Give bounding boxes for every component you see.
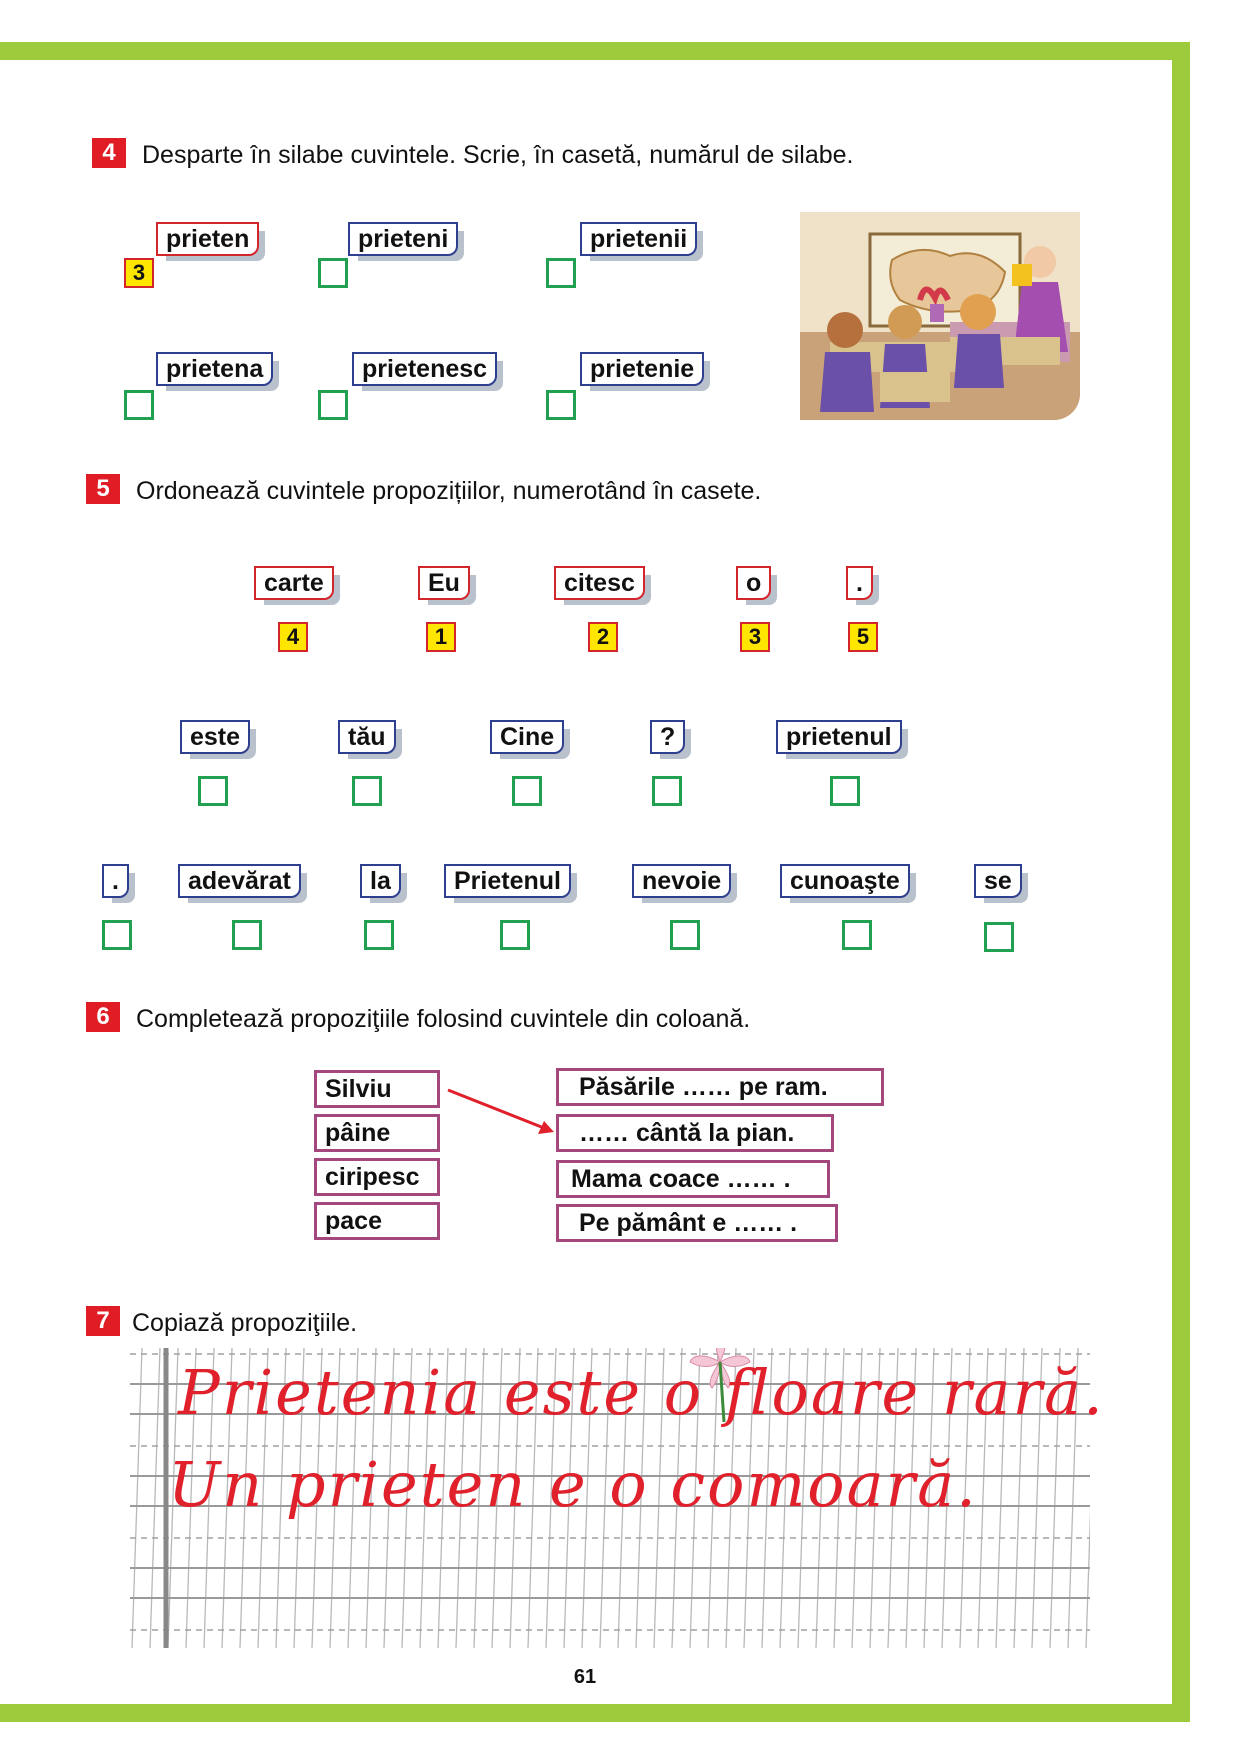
sentence-box[interactable]: Păsările …… pe ram.	[556, 1068, 884, 1106]
order-box[interactable]: 3	[740, 622, 770, 652]
handwriting-area	[130, 1348, 1105, 1648]
syllable-box[interactable]	[124, 390, 154, 420]
word-column-item[interactable]: ciripesc	[314, 1158, 440, 1196]
handwriting-sentence-1: Prietenia este o floare rară.	[178, 1356, 1105, 1429]
exercise-4-badge: 4	[92, 138, 126, 168]
exercise-5-instruction: Ordonează cuvintele propozițiilor, numerotând în casete.	[136, 477, 762, 505]
exercise-6-badge: 6	[86, 1002, 120, 1032]
connecting-arrow	[440, 1080, 560, 1140]
word-tag: adevărat	[178, 864, 301, 898]
word-tag: nevoie	[632, 864, 731, 898]
page-number: 61	[573, 1666, 597, 1688]
word-tag: la	[360, 864, 401, 898]
sentence-box[interactable]: …… cântă la pian.	[556, 1114, 834, 1152]
order-box[interactable]	[512, 776, 542, 806]
word-tag: ?	[650, 720, 685, 754]
page-border-top	[0, 42, 1190, 60]
word-tag: prietenul	[776, 720, 902, 754]
order-box[interactable]: 1	[426, 622, 456, 652]
order-box[interactable]	[352, 776, 382, 806]
word-tag: Cine	[490, 720, 564, 754]
word-tag: prietena	[156, 352, 273, 386]
exercise-4-instruction: Desparte în silabe cuvintele. Scrie, în casetă, numărul de silabe.	[142, 141, 854, 169]
order-box[interactable]	[842, 920, 872, 950]
word-column-item[interactable]: pâine	[314, 1114, 440, 1152]
classroom-illustration	[800, 212, 1080, 420]
word-tag: Prietenul	[444, 864, 571, 898]
syllable-box[interactable]: 3	[124, 258, 154, 288]
syllable-box[interactable]	[318, 390, 348, 420]
word-tag: prietenesc	[352, 352, 497, 386]
order-box[interactable]	[500, 920, 530, 950]
syllable-box[interactable]	[546, 390, 576, 420]
word-tag: este	[180, 720, 250, 754]
word-tag: citesc	[554, 566, 645, 600]
order-box[interactable]: 2	[588, 622, 618, 652]
exercise-5-badge: 5	[86, 474, 120, 504]
word-tag: prieteni	[348, 222, 458, 256]
order-box[interactable]	[364, 920, 394, 950]
syllable-box[interactable]	[546, 258, 576, 288]
exercise-7-instruction: Copiază propoziţiile.	[132, 1309, 358, 1337]
order-box[interactable]	[232, 920, 262, 950]
order-box[interactable]	[102, 920, 132, 950]
sentence-box[interactable]: Mama coace …… .	[556, 1160, 830, 1198]
order-box[interactable]: 5	[848, 622, 878, 652]
word-tag: Eu	[418, 566, 470, 600]
order-box[interactable]	[830, 776, 860, 806]
order-box[interactable]	[652, 776, 682, 806]
page-border-bottom	[0, 1704, 1190, 1722]
word-tag: prietenie	[580, 352, 704, 386]
order-box[interactable]: 4	[278, 622, 308, 652]
word-tag: carte	[254, 566, 334, 600]
word-tag: se	[974, 864, 1022, 898]
word-tag: cunoaşte	[780, 864, 910, 898]
word-tag: .	[102, 864, 129, 898]
word-tag: prieten	[156, 222, 259, 256]
exercise-7-badge: 7	[86, 1306, 120, 1336]
exercise-6-instruction: Completează propoziţiile folosind cuvintele din coloană.	[136, 1005, 751, 1033]
word-tag: .	[846, 566, 873, 600]
word-column-item[interactable]: pace	[314, 1202, 440, 1240]
sentence-box[interactable]: Pe pământ e …… .	[556, 1204, 838, 1242]
order-box[interactable]	[670, 920, 700, 950]
order-box[interactable]	[984, 922, 1014, 952]
handwriting-sentence-2: Un prieten e o comoară.	[168, 1448, 978, 1521]
page-border-right	[1172, 42, 1190, 1722]
syllable-box[interactable]	[318, 258, 348, 288]
word-tag: o	[736, 566, 771, 600]
word-tag: prietenii	[580, 222, 697, 256]
word-column-item[interactable]: Silviu	[314, 1070, 440, 1108]
word-tag: tău	[338, 720, 396, 754]
order-box[interactable]	[198, 776, 228, 806]
